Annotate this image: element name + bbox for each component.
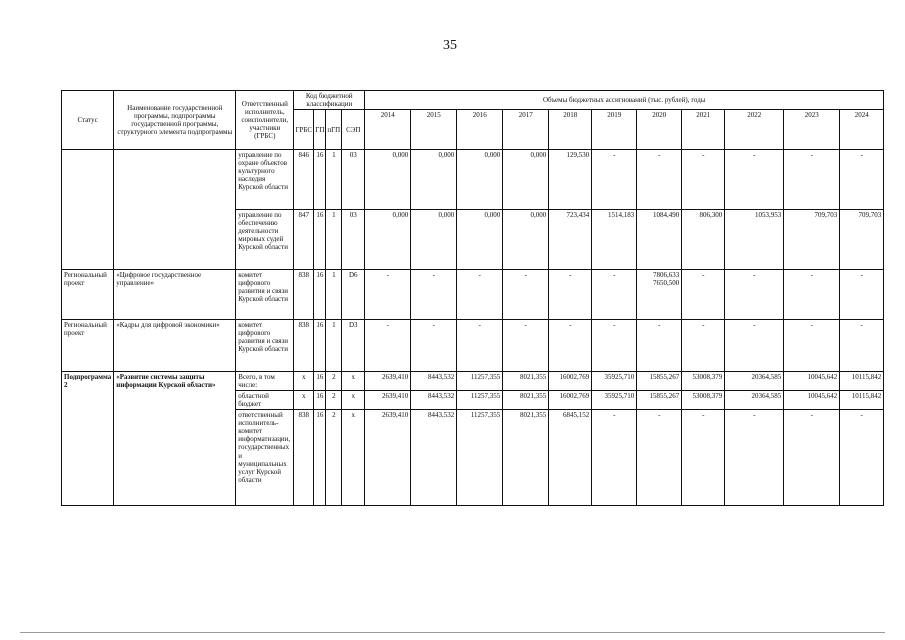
code-cell: D3 [342, 320, 365, 372]
program-name-cell [114, 150, 236, 270]
header-year: 2024 [840, 110, 884, 150]
code-cell: 838 [294, 410, 314, 506]
program-name-cell: «Цифровое государственное управление» [114, 270, 236, 320]
value-cell: - [411, 320, 457, 372]
value-cell: - [549, 270, 592, 320]
value-cell: 1084,490 [637, 210, 682, 270]
header-code-col: СЭП [342, 110, 365, 150]
value-cell: 2639,410 [365, 410, 411, 506]
value-cell: 1053,953 [725, 210, 784, 270]
value-cell: - [725, 150, 784, 210]
value-cell: - [725, 270, 784, 320]
header-code-col: пГП [326, 110, 342, 150]
budget-table [61, 90, 884, 506]
code-cell: 1 [326, 270, 342, 320]
executor-cell: комитет цифрового развития и связи Курской области [236, 320, 294, 372]
value-cell: 16002,769 [549, 391, 592, 410]
value-cell: 723,434 [549, 210, 592, 270]
value-cell: 11257,355 [457, 410, 503, 506]
value-cell: 10045,642 [784, 372, 840, 391]
header-year: 2023 [784, 110, 840, 150]
code-cell: x [342, 391, 365, 410]
page-number: 35 [443, 38, 457, 53]
header-year: 2021 [682, 110, 725, 150]
header-year: 2022 [725, 110, 784, 150]
code-cell: 838 [294, 270, 314, 320]
header-volumes: Объемы бюджетных ассигнований (тыс. рублей), годы [365, 91, 884, 110]
value-cell: - [784, 410, 840, 506]
value-cell: 2639,410 [365, 372, 411, 391]
value-cell: 20364,585 [725, 391, 784, 410]
value-cell: - [840, 150, 884, 210]
value-cell: - [503, 320, 549, 372]
executor-cell: областной бюджет [236, 391, 294, 410]
executor-cell: ответственный исполнитель-комитет информатизации, государственных и муниципальных услуг Курской области [236, 410, 294, 506]
value-cell: - [637, 150, 682, 210]
value-cell: - [592, 410, 637, 506]
value-cell: 6845,152 [549, 410, 592, 506]
code-cell: 16 [314, 210, 326, 270]
value-cell: 709,703 [784, 210, 840, 270]
status-cell: Подпрограмма 2 [62, 372, 114, 506]
table-row [62, 320, 884, 372]
header-year: 2017 [503, 110, 549, 150]
code-cell: 16 [314, 150, 326, 210]
code-cell: 1 [326, 150, 342, 210]
code-cell: 2 [326, 410, 342, 506]
value-cell: - [682, 150, 725, 210]
value-cell: 10115,842 [840, 372, 884, 391]
value-cell: - [784, 320, 840, 372]
value-cell: 53008,379 [682, 372, 725, 391]
code-cell: 847 [294, 210, 314, 270]
value-cell: 0,000 [457, 210, 503, 270]
program-name-cell: «Кадры для цифровой экономики» [114, 320, 236, 372]
value-cell: 11257,355 [457, 391, 503, 410]
value-cell: 8443,532 [411, 410, 457, 506]
header-code: Код бюджетной классификации [294, 91, 365, 110]
value-cell: - [592, 270, 637, 320]
value-cell: 11257,355 [457, 372, 503, 391]
code-cell: 838 [294, 320, 314, 372]
code-cell: 03 [342, 210, 365, 270]
code-cell: 2 [326, 372, 342, 391]
page-bottom-rule [20, 632, 885, 633]
program-name-cell: «Развитие системы защиты информации Курской области» [114, 372, 236, 506]
value-cell: 8443,532 [411, 372, 457, 391]
header-executor: Ответственный исполнитель, соисполнители, участники (ГРБС) [236, 91, 294, 150]
value-cell: - [365, 270, 411, 320]
value-cell: 0,000 [411, 210, 457, 270]
code-cell: 16 [314, 320, 326, 372]
header-year: 2020 [637, 110, 682, 150]
value-cell: - [503, 270, 549, 320]
value-cell: 15855,267 [637, 372, 682, 391]
header-year: 2016 [457, 110, 503, 150]
value-cell: - [840, 410, 884, 506]
code-cell: x [294, 391, 314, 410]
code-cell: x [342, 372, 365, 391]
table-row [62, 372, 884, 391]
value-cell: 0,000 [457, 150, 503, 210]
value-cell: 0,000 [411, 150, 457, 210]
value-cell: 709,703 [840, 210, 884, 270]
value-cell: 0,000 [503, 210, 549, 270]
executor-cell: управление по охране объектов культурного наследия Курской области [236, 150, 294, 210]
code-cell: D6 [342, 270, 365, 320]
value-cell: - [784, 150, 840, 210]
value-cell: - [682, 270, 725, 320]
value-cell: - [682, 410, 725, 506]
value-cell: - [592, 150, 637, 210]
value-cell: - [549, 320, 592, 372]
status-cell: Региональный проект [62, 320, 114, 372]
code-cell: 1 [326, 320, 342, 372]
executor-cell: Всего, в том числе: [236, 372, 294, 391]
code-cell: 16 [314, 372, 326, 391]
header-name: Наименование государственной программы, подпрограммы государственной программы, структурного элемента подпрограммы [114, 91, 236, 150]
value-cell: 8021,355 [503, 410, 549, 506]
value-cell: 8443,532 [411, 391, 457, 410]
value-cell: - [457, 320, 503, 372]
value-cell: 1514,183 [592, 210, 637, 270]
header-year: 2015 [411, 110, 457, 150]
value-cell: 10115,842 [840, 391, 884, 410]
code-cell: 16 [314, 410, 326, 506]
code-cell: x [342, 410, 365, 506]
value-cell: 0,000 [503, 150, 549, 210]
header-year: 2018 [549, 110, 592, 150]
value-cell: - [637, 410, 682, 506]
header-year: 2019 [592, 110, 637, 150]
executor-cell: комитет цифрового развития и связи Курской области [236, 270, 294, 320]
status-cell: Региональный проект [62, 270, 114, 320]
code-cell: 2 [326, 391, 342, 410]
value-cell: - [725, 410, 784, 506]
value-cell: 8021,355 [503, 372, 549, 391]
header-code-col: ГРБС [294, 110, 314, 150]
value-cell: - [592, 320, 637, 372]
status-cell [62, 150, 114, 270]
value-cell: 0,000 [365, 150, 411, 210]
code-cell: 16 [314, 391, 326, 410]
value-cell: - [365, 320, 411, 372]
header-year: 2014 [365, 110, 411, 150]
header-status: Статус [62, 91, 114, 150]
code-cell: 1 [326, 210, 342, 270]
value-cell: 806,300 [682, 210, 725, 270]
value-cell: 10045,642 [784, 391, 840, 410]
value-cell: - [725, 320, 784, 372]
executor-cell: управление по обеспечению деятельности мировых судей Курской области [236, 210, 294, 270]
value-cell: - [682, 320, 725, 372]
value-cell: 2639,410 [365, 391, 411, 410]
code-cell: 16 [314, 270, 326, 320]
value-cell: 35925,710 [592, 372, 637, 391]
code-cell: x [294, 372, 314, 391]
value-cell: 15855,267 [637, 391, 682, 410]
table-row [62, 270, 884, 320]
header-code-col: ГП [314, 110, 326, 150]
value-cell: 53008,379 [682, 391, 725, 410]
value-cell: - [840, 320, 884, 372]
table-row [62, 150, 884, 210]
value-cell: 20364,585 [725, 372, 784, 391]
value-cell: 7806,633 7650,500 [637, 270, 682, 320]
value-cell: - [637, 320, 682, 372]
code-cell: 846 [294, 150, 314, 210]
value-cell: 0,000 [365, 210, 411, 270]
value-cell: 8021,355 [503, 391, 549, 410]
value-cell: - [840, 270, 884, 320]
value-cell: - [411, 270, 457, 320]
value-cell: - [457, 270, 503, 320]
value-cell: - [784, 270, 840, 320]
code-cell: 03 [342, 150, 365, 210]
value-cell: 129,530 [549, 150, 592, 210]
value-cell: 35925,710 [592, 391, 637, 410]
value-cell: 16002,769 [549, 372, 592, 391]
